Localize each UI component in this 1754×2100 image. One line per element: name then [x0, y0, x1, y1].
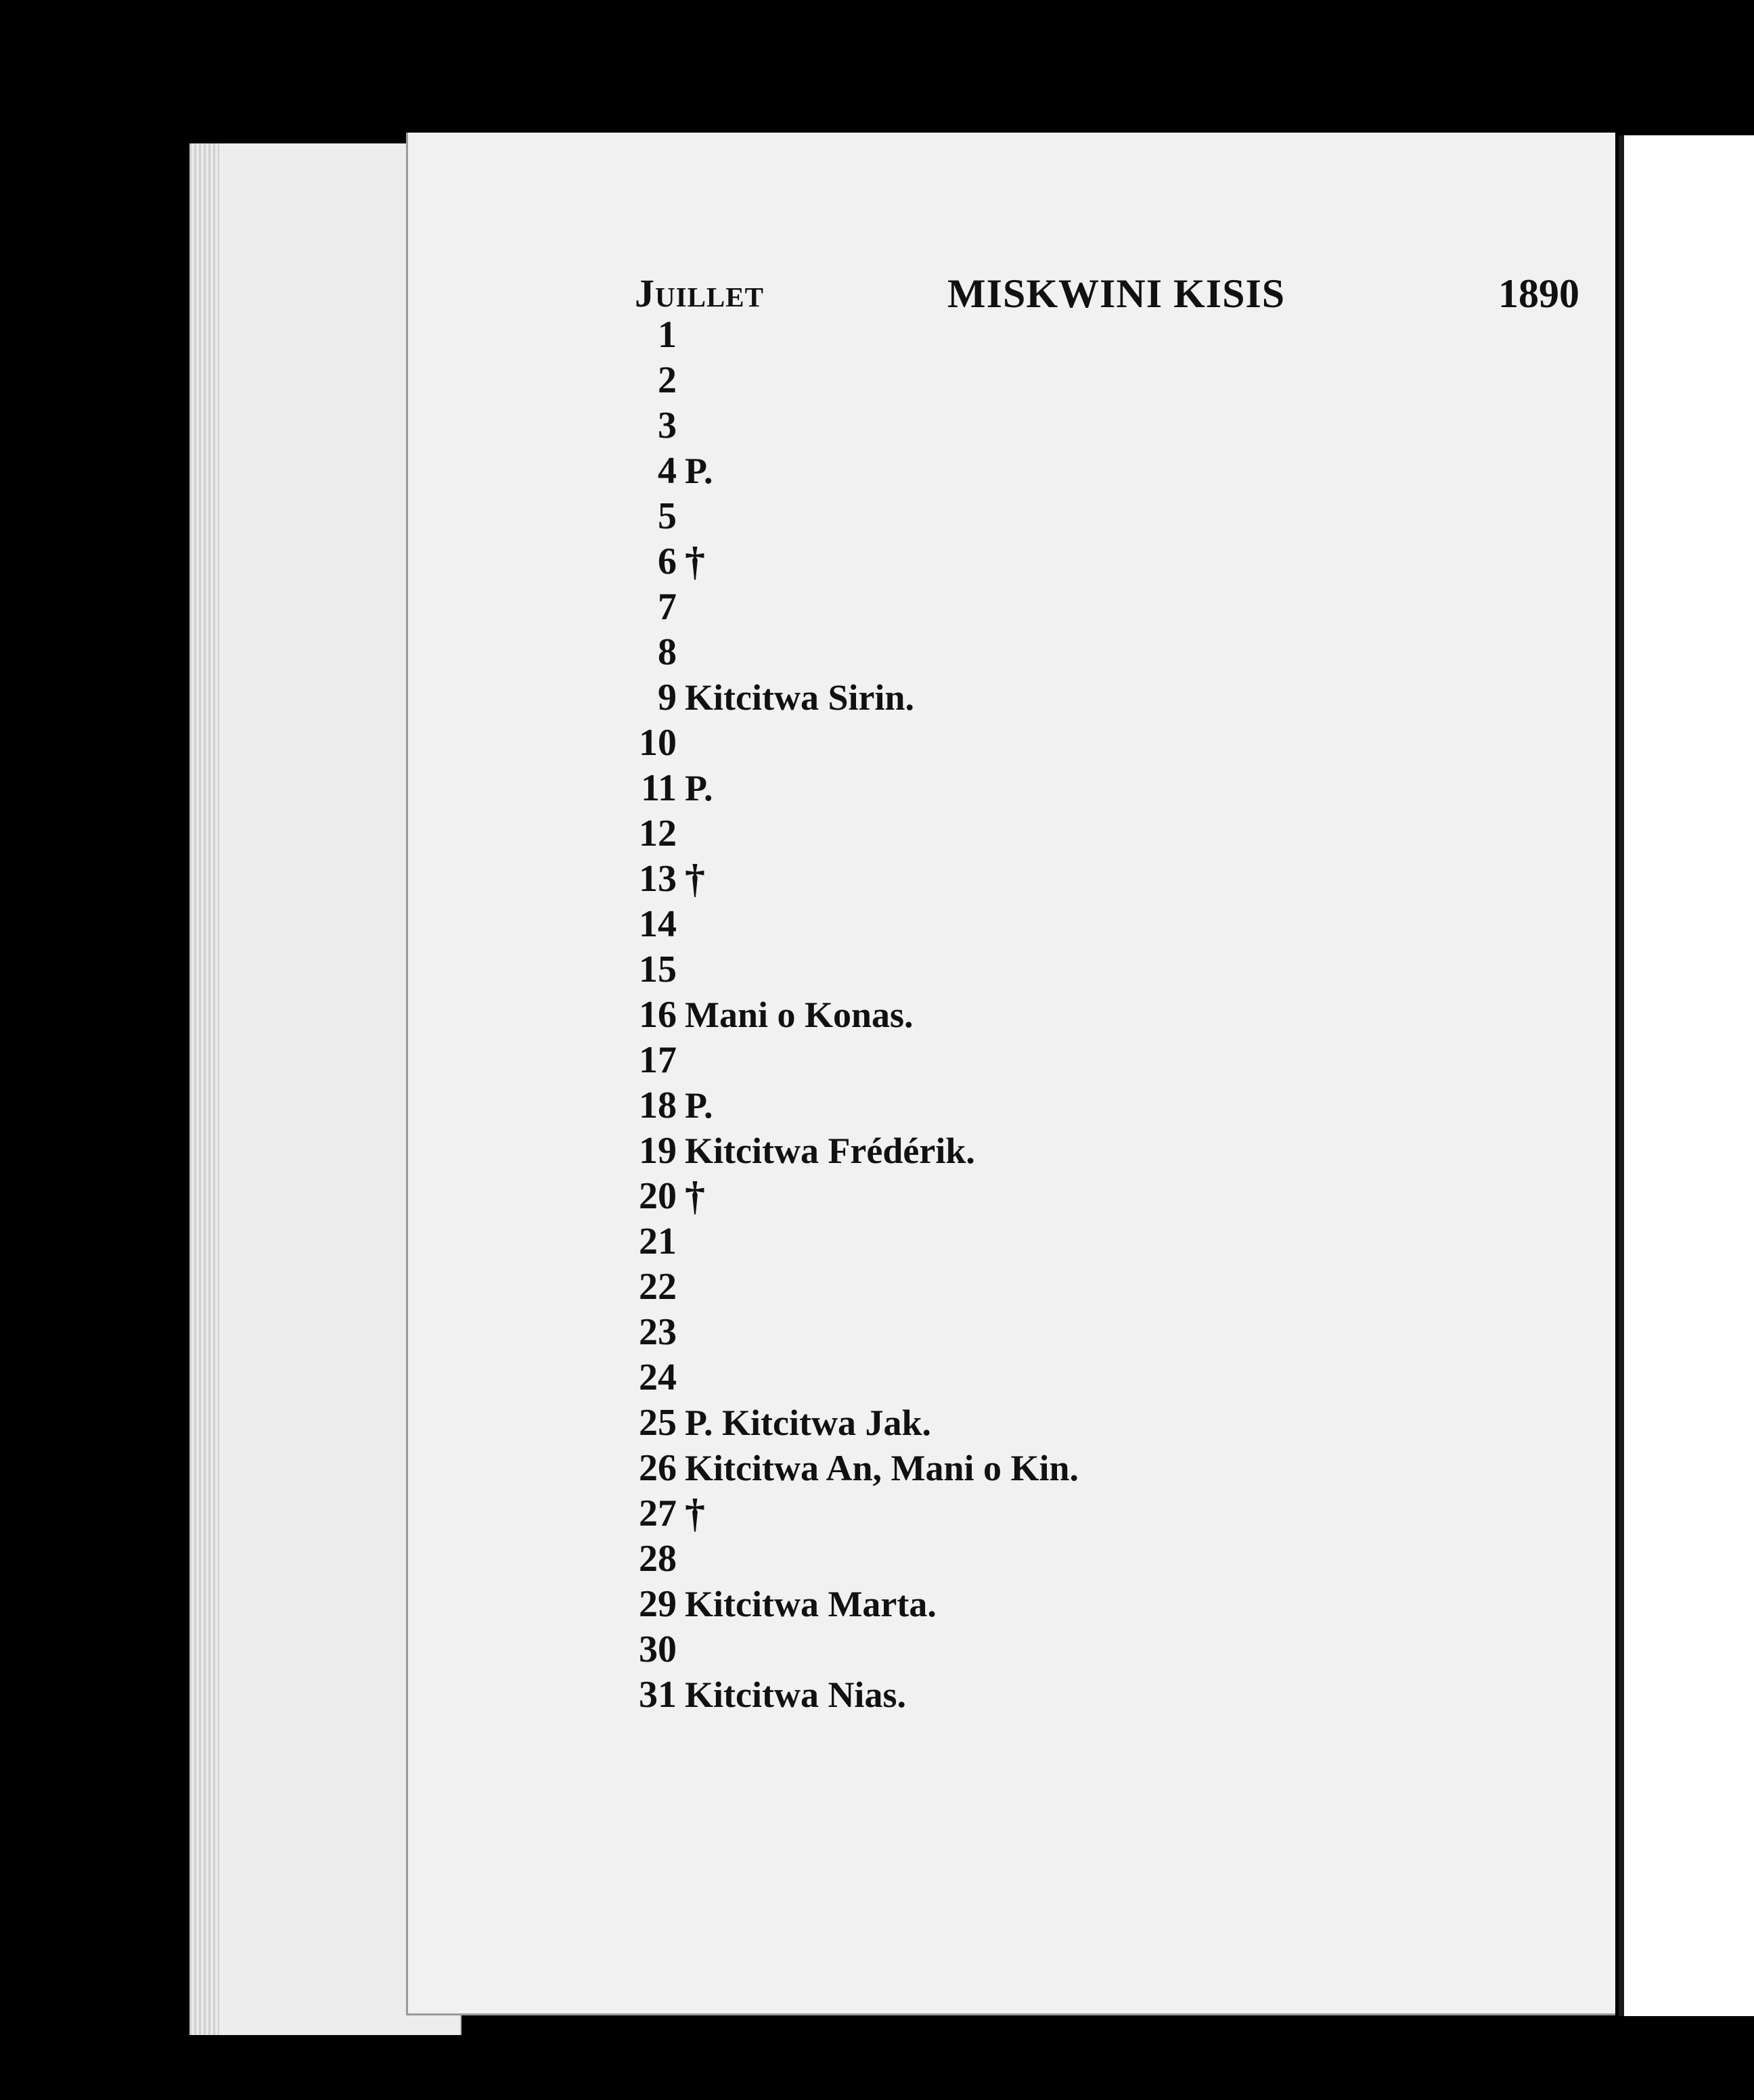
day-entry — [0, 1491, 1754, 1536]
day-number: 9 — [658, 677, 677, 718]
day-observance: P. — [685, 451, 713, 491]
day-entry — [0, 1446, 1754, 1491]
day-number: 30 — [639, 1628, 677, 1670]
day-entry — [0, 1264, 1754, 1310]
day-observance: † — [685, 1174, 705, 1218]
day-number: 5 — [658, 495, 677, 537]
day-number: 22 — [639, 1266, 677, 1308]
day-entry — [0, 1128, 1754, 1174]
day-number: 1 — [658, 314, 677, 356]
day-entry — [0, 675, 1754, 721]
day-observance: † — [685, 539, 705, 584]
day-entry — [0, 1672, 1754, 1718]
day-entry — [0, 1174, 1754, 1219]
day-observance: Kitcitwa Frédérik. — [685, 1131, 975, 1171]
day-entry — [0, 1083, 1754, 1128]
day-entry — [0, 449, 1754, 494]
day-observance: Mani o Konas. — [685, 995, 914, 1035]
day-number: 29 — [639, 1583, 677, 1625]
day-number: 25 — [639, 1402, 677, 1444]
day-entry — [0, 721, 1754, 766]
day-list — [0, 313, 1754, 1718]
day-number: 17 — [639, 1039, 677, 1081]
day-entry — [0, 358, 1754, 403]
day-number: 11 — [641, 767, 677, 809]
day-entry — [0, 1310, 1754, 1355]
day-number: 24 — [639, 1356, 677, 1398]
day-number: 6 — [658, 541, 677, 583]
day-number: 2 — [658, 359, 677, 401]
day-entry — [0, 630, 1754, 675]
day-entry — [0, 1627, 1754, 1672]
day-observance: P. Kitcitwa Jak. — [685, 1402, 931, 1443]
day-number: 31 — [639, 1674, 677, 1716]
day-number: 14 — [639, 903, 677, 945]
day-entry — [0, 1355, 1754, 1400]
day-entry — [0, 857, 1754, 902]
day-entry — [0, 1536, 1754, 1582]
page-title: MISKWINI KISIS — [947, 271, 1286, 316]
day-number: 23 — [639, 1311, 677, 1353]
day-entry — [0, 313, 1754, 358]
day-observance: Kitcitwa Nias. — [685, 1674, 906, 1715]
day-entry — [0, 539, 1754, 585]
day-entry — [0, 1038, 1754, 1083]
day-number: 3 — [658, 405, 677, 447]
day-entry — [0, 947, 1754, 992]
day-number: 20 — [639, 1175, 677, 1217]
day-entry — [0, 1219, 1754, 1264]
day-number: 7 — [658, 586, 677, 628]
day-number: 26 — [639, 1447, 677, 1489]
day-observance: P. — [685, 768, 713, 808]
day-number: 16 — [639, 994, 677, 1036]
day-number: 4 — [658, 450, 677, 492]
day-entry — [0, 811, 1754, 857]
day-entry — [0, 585, 1754, 630]
day-entry — [0, 494, 1754, 539]
day-entry — [0, 992, 1754, 1038]
day-number: 28 — [639, 1538, 677, 1580]
day-observance: † — [685, 1491, 705, 1536]
year-label: 1890 — [1498, 271, 1579, 316]
day-entry — [0, 1582, 1754, 1627]
month-label: Juillet — [635, 271, 764, 315]
day-number: 13 — [639, 858, 677, 900]
day-number: 8 — [658, 631, 677, 673]
day-entry — [0, 766, 1754, 811]
day-number: 27 — [639, 1492, 677, 1534]
day-number: 18 — [639, 1085, 677, 1126]
day-entry — [0, 902, 1754, 947]
day-number: 12 — [639, 813, 677, 854]
day-observance: P. — [685, 1085, 713, 1126]
day-observance: Kitcitwa Marta. — [685, 1584, 937, 1624]
day-observance: Kitcitwa An, Mani o Kin. — [685, 1448, 1079, 1488]
day-observance: † — [685, 857, 705, 901]
day-number: 19 — [639, 1130, 677, 1172]
day-number: 15 — [639, 949, 677, 990]
day-entry — [0, 403, 1754, 449]
day-entry — [0, 1400, 1754, 1446]
day-number: 10 — [639, 722, 677, 764]
day-observance: Kitcitwa Sirin. — [685, 677, 914, 718]
day-number: 21 — [639, 1220, 677, 1262]
